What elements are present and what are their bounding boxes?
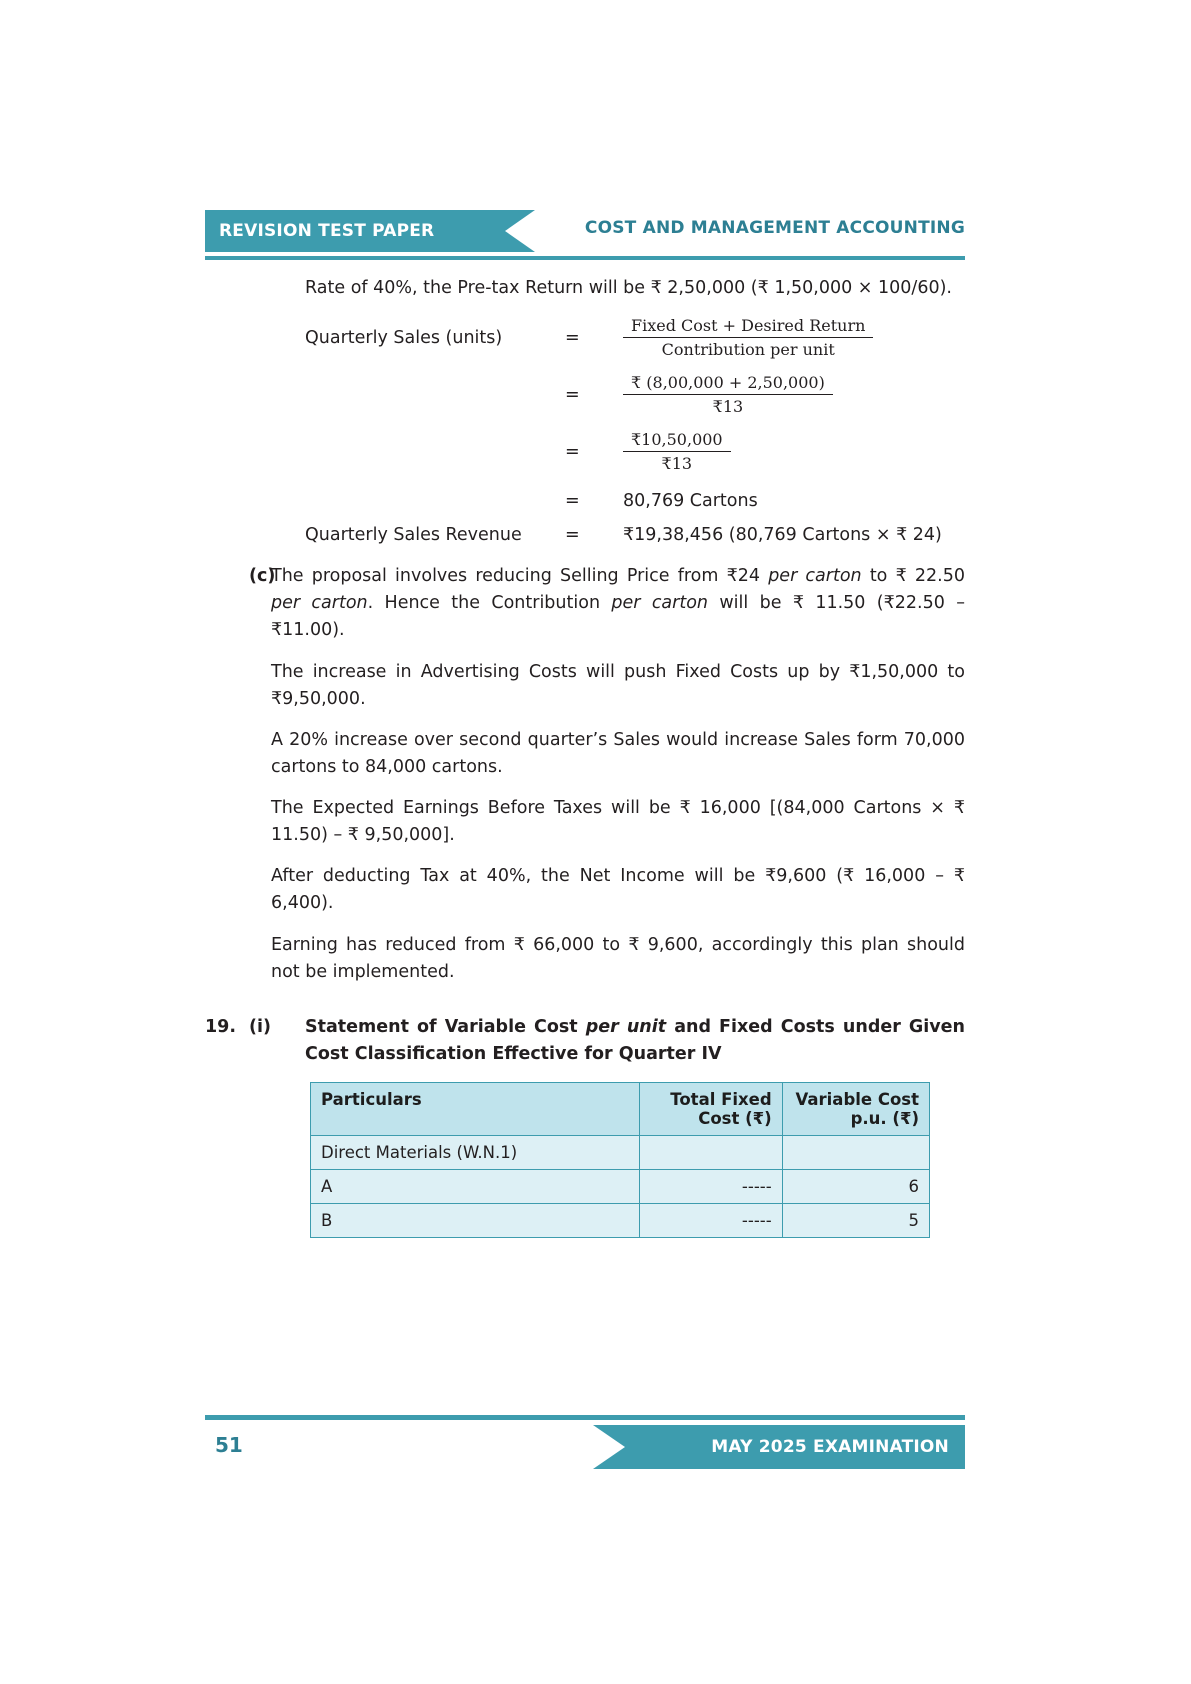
- page-footer: [205, 1415, 965, 1475]
- part-c-body: [271, 563, 965, 1000]
- formula-denominator-3: ₹13: [661, 454, 693, 474]
- formula-row-3: [305, 430, 965, 473]
- footer-banner-label: MAY 2025 EXAMINATION: [711, 1437, 949, 1457]
- part-c-paragraph-5: After deducting Tax at 40%, the Net Income will be ₹9,600 (₹ 16,000 – ₹ 6,400).: [271, 866, 965, 914]
- part-c-p1-italic-1: per carton: [768, 566, 862, 587]
- part-c-paragraph-2: The increase in Advertising Costs will push Fixed Costs up by ₹1,50,000 to ₹9,50,000.: [271, 661, 965, 709]
- cell-variable-cost: 5: [782, 1204, 929, 1238]
- header-banner-arrow: [505, 210, 535, 252]
- part-c-paragraph-3: A 20% increase over second quarter’s Sales would increase Sales form 70,000 cartons to 84,000 cartons.: [271, 729, 965, 777]
- footer-banner-arrow: [593, 1425, 625, 1469]
- header-banner: [205, 210, 505, 252]
- part-c-block: [205, 563, 965, 1000]
- part-c-paragraph-1: [271, 563, 965, 644]
- formula-denominator-1: Contribution per unit: [661, 340, 835, 360]
- question-19-block: [205, 1014, 965, 1068]
- table-row: [311, 1136, 930, 1170]
- formula-equals-5: =: [565, 525, 580, 546]
- cell-particulars: B: [311, 1204, 640, 1238]
- formula-equals-2: =: [565, 384, 580, 405]
- question-19-heading-italic: per unit: [585, 1016, 667, 1037]
- part-c-p1-seg-d: will be ₹ 11.50 (₹22.50 – ₹11.00).: [271, 593, 965, 641]
- cost-table-body: [311, 1136, 930, 1238]
- header-banner-label: REVISION TEST PAPER: [219, 221, 435, 241]
- column-header-variable-cost: Variable Cost p.u. (₹): [782, 1083, 929, 1136]
- part-c-p1-seg-b: to ₹ 22.50: [861, 566, 965, 587]
- header-subject: COST AND MANAGEMENT ACCOUNTING: [584, 218, 965, 238]
- cell-variable-cost: [782, 1136, 929, 1170]
- table-header-row: [311, 1083, 930, 1136]
- part-c-paragraph-4: The Expected Earnings Before Taxes will be ₹ 16,000 [(84,000 Cartons × ₹ 11.50) – ₹ 9,50,000].: [271, 798, 965, 846]
- part-c-p1-italic-2: per carton: [271, 593, 368, 614]
- formula-fraction-3: [623, 430, 731, 473]
- part-c-p1-italic-3: per carton: [611, 593, 709, 614]
- cell-fixed-cost: -----: [639, 1204, 782, 1238]
- formula-result-units: 80,769 Cartons: [623, 491, 758, 512]
- part-c-p1-seg-a: The proposal involves reducing Selling Price from ₹24: [271, 566, 769, 587]
- page-header: [205, 210, 965, 258]
- question-19-heading-a: Statement of Variable Cost: [305, 1016, 586, 1037]
- page-content: [205, 275, 965, 1238]
- revenue-value: ₹19,38,456 (80,769 Cartons × ₹ 24): [623, 525, 942, 546]
- header-divider: [205, 256, 965, 260]
- question-19-number: 19.: [205, 1016, 237, 1037]
- formula-numerator-3: ₹10,50,000: [623, 430, 731, 452]
- formula-equals-4: =: [565, 491, 580, 512]
- part-c-paragraph-6: Earning has reduced from ₹ 66,000 to ₹ 9,600, accordingly this plan should not be implemented.: [271, 934, 965, 982]
- formula-equals-1: =: [565, 327, 580, 348]
- formula-denominator-2: ₹13: [712, 397, 744, 417]
- formula-numerator-2: ₹ (8,00,000 + 2,50,000): [623, 373, 833, 395]
- cell-particulars: A: [311, 1170, 640, 1204]
- question-19-sub: (i): [249, 1016, 271, 1037]
- cell-particulars: Direct Materials (W.N.1): [311, 1136, 640, 1170]
- formula-numerator-1: Fixed Cost + Desired Return: [623, 316, 873, 338]
- cell-fixed-cost: -----: [639, 1170, 782, 1204]
- column-header-particulars: Particulars: [311, 1083, 640, 1136]
- formula-row-4: [305, 491, 965, 511]
- column-header-total-fixed-cost: Total Fixed Cost (₹): [639, 1083, 782, 1136]
- formula-row-2: [305, 373, 965, 416]
- question-19-heading: [305, 1014, 965, 1068]
- footer-divider: [205, 1415, 965, 1420]
- table-row: [311, 1204, 930, 1238]
- formula-label: Quarterly Sales (units): [305, 327, 503, 348]
- formula-fraction-2: [623, 373, 833, 416]
- revenue-label: Quarterly Sales Revenue: [305, 525, 522, 546]
- formula-row-revenue: [305, 525, 965, 545]
- formula-equals-3: =: [565, 441, 580, 462]
- cost-table-head: [311, 1083, 930, 1136]
- question-19-heading-b: and Fixed Costs under Given Cost Classification Effective for Quarter IV: [305, 1016, 966, 1064]
- table-row: [311, 1170, 930, 1204]
- footer-banner: [625, 1425, 965, 1469]
- cell-fixed-cost: [639, 1136, 782, 1170]
- formula-fraction-1: [623, 316, 873, 359]
- cell-variable-cost: 6: [782, 1170, 929, 1204]
- part-c-p1-seg-c: . Hence the Contribution: [367, 593, 612, 614]
- intro-paragraph: Rate of 40%, the Pre-tax Return will be ₹ 2,50,000 (₹ 1,50,000 × 100/60).: [305, 278, 952, 298]
- page-number: 51: [215, 1433, 243, 1457]
- formula-row-1: [305, 316, 965, 359]
- formula-block: [305, 316, 965, 545]
- cost-table-wrapper: [310, 1082, 930, 1238]
- cost-table: [310, 1082, 930, 1238]
- part-c-marker: (c): [249, 566, 276, 587]
